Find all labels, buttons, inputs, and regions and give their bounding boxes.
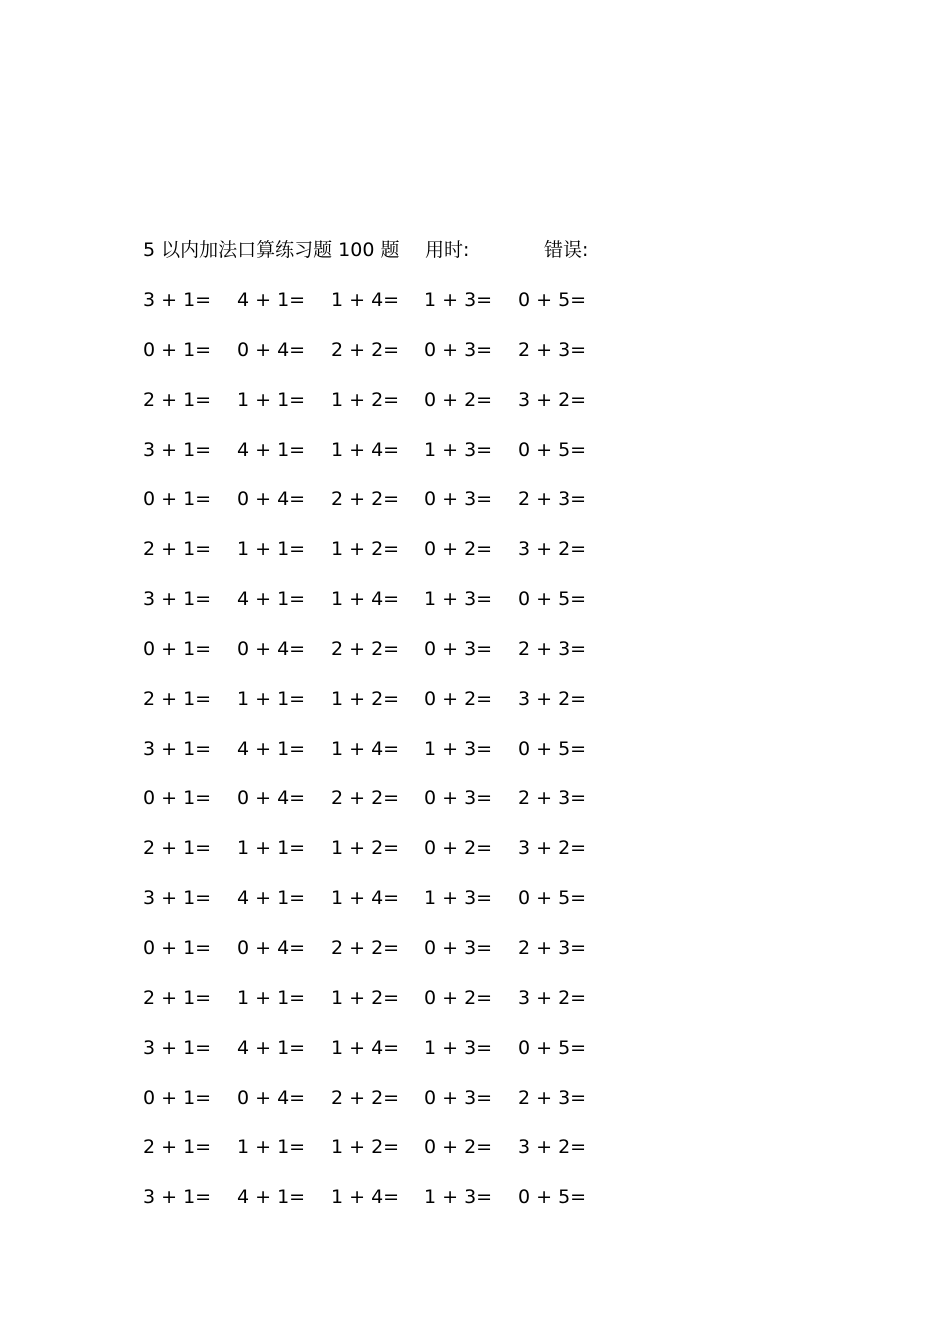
addition-problem: 2 + 3= xyxy=(518,936,587,959)
problem-row xyxy=(143,286,623,336)
addition-problem: 3 + 2= xyxy=(518,687,587,710)
addition-problem: 0 + 3= xyxy=(424,787,493,810)
addition-problem: 0 + 1= xyxy=(143,936,212,959)
addition-problem: 0 + 2= xyxy=(424,538,493,561)
addition-problem: 0 + 1= xyxy=(143,338,212,361)
addition-problem: 2 + 2= xyxy=(331,787,400,810)
addition-problem: 0 + 4= xyxy=(237,787,306,810)
worksheet-header xyxy=(143,236,663,264)
addition-problem: 1 + 2= xyxy=(331,986,400,1009)
addition-problem: 2 + 1= xyxy=(143,538,212,561)
addition-problem: 0 + 1= xyxy=(143,488,212,511)
addition-problem: 0 + 5= xyxy=(518,289,587,311)
addition-problem: 1 + 4= xyxy=(331,438,400,461)
addition-problem: 4 + 1= xyxy=(237,438,306,461)
addition-problem: 0 + 5= xyxy=(518,887,587,910)
addition-problem: 1 + 3= xyxy=(424,588,493,611)
problem-row xyxy=(143,535,623,585)
addition-problem: 2 + 2= xyxy=(331,936,400,959)
addition-problem: 0 + 2= xyxy=(424,388,493,411)
addition-problem: 4 + 1= xyxy=(237,1186,306,1209)
addition-problem: 1 + 4= xyxy=(331,887,400,910)
addition-problem: 3 + 2= xyxy=(518,837,587,860)
addition-problem: 2 + 1= xyxy=(143,1136,212,1159)
addition-problem: 2 + 3= xyxy=(518,338,587,361)
addition-problem: 2 + 3= xyxy=(518,488,587,511)
problem-row xyxy=(143,685,623,735)
time-used-label: 用时: xyxy=(425,239,470,261)
addition-problem: 2 + 2= xyxy=(331,338,400,361)
addition-problem: 0 + 4= xyxy=(237,338,306,361)
addition-problem: 0 + 4= xyxy=(237,637,306,660)
addition-problem: 4 + 1= xyxy=(237,1036,306,1059)
addition-problem: 3 + 1= xyxy=(143,438,212,461)
addition-problem: 2 + 3= xyxy=(518,637,587,660)
addition-problem: 1 + 3= xyxy=(424,438,493,461)
addition-problem: 0 + 4= xyxy=(237,936,306,959)
addition-problem: 1 + 1= xyxy=(237,1136,306,1159)
addition-problem: 1 + 4= xyxy=(331,289,400,311)
addition-problem: 1 + 2= xyxy=(331,538,400,561)
addition-problem: 4 + 1= xyxy=(237,737,306,760)
addition-problem: 3 + 2= xyxy=(518,388,587,411)
addition-problem: 0 + 3= xyxy=(424,488,493,511)
addition-problem: 0 + 3= xyxy=(424,637,493,660)
addition-problem: 1 + 1= xyxy=(237,986,306,1009)
problem-row xyxy=(143,934,623,984)
addition-problem: 2 + 1= xyxy=(143,837,212,860)
addition-problem: 1 + 1= xyxy=(237,837,306,860)
addition-problem: 0 + 2= xyxy=(424,1136,493,1159)
addition-problem: 2 + 1= xyxy=(143,388,212,411)
problem-row xyxy=(143,386,623,436)
addition-problem: 1 + 3= xyxy=(424,887,493,910)
addition-problem: 0 + 1= xyxy=(143,1086,212,1109)
addition-problem: 2 + 2= xyxy=(331,637,400,660)
addition-problem: 1 + 1= xyxy=(237,687,306,710)
addition-problem: 0 + 2= xyxy=(424,837,493,860)
addition-problem: 1 + 4= xyxy=(331,588,400,611)
problem-row xyxy=(143,1034,623,1084)
problem-row xyxy=(143,635,623,685)
problem-row xyxy=(143,585,623,635)
addition-problem: 0 + 1= xyxy=(143,637,212,660)
addition-problem: 3 + 2= xyxy=(518,986,587,1009)
addition-problem: 0 + 5= xyxy=(518,438,587,461)
addition-problem: 3 + 1= xyxy=(143,737,212,760)
addition-problem: 1 + 2= xyxy=(331,388,400,411)
addition-problem: 1 + 3= xyxy=(424,737,493,760)
addition-problem: 0 + 1= xyxy=(143,787,212,810)
addition-problem: 3 + 1= xyxy=(143,289,212,311)
addition-problem: 4 + 1= xyxy=(237,887,306,910)
problem-row xyxy=(143,834,623,884)
problem-row xyxy=(143,1133,623,1183)
problem-row xyxy=(143,1183,623,1233)
worksheet-title: 5 以内加法口算练习题 100 题 xyxy=(143,239,400,261)
addition-problem: 1 + 1= xyxy=(237,538,306,561)
addition-problem: 1 + 2= xyxy=(331,1136,400,1159)
addition-problem: 1 + 4= xyxy=(331,1036,400,1059)
problem-row xyxy=(143,735,623,785)
addition-problem: 4 + 1= xyxy=(237,588,306,611)
addition-problem: 3 + 1= xyxy=(143,1186,212,1209)
addition-problem: 2 + 1= xyxy=(143,986,212,1009)
addition-problem: 1 + 4= xyxy=(331,737,400,760)
addition-problem: 2 + 1= xyxy=(143,687,212,710)
problem-grid xyxy=(143,286,623,1233)
problem-row xyxy=(143,884,623,934)
addition-problem: 2 + 3= xyxy=(518,787,587,810)
addition-problem: 2 + 3= xyxy=(518,1086,587,1109)
problem-row xyxy=(143,336,623,386)
addition-problem: 0 + 3= xyxy=(424,1086,493,1109)
addition-problem: 0 + 5= xyxy=(518,1036,587,1059)
addition-problem: 0 + 4= xyxy=(237,488,306,511)
problem-row xyxy=(143,984,623,1034)
addition-problem: 0 + 3= xyxy=(424,338,493,361)
addition-problem: 3 + 1= xyxy=(143,887,212,910)
problem-row xyxy=(143,485,623,535)
addition-problem: 1 + 2= xyxy=(331,837,400,860)
addition-problem: 1 + 1= xyxy=(237,388,306,411)
addition-problem: 2 + 2= xyxy=(331,1086,400,1109)
addition-problem: 1 + 3= xyxy=(424,1036,493,1059)
addition-problem: 1 + 3= xyxy=(424,289,493,311)
addition-problem: 0 + 3= xyxy=(424,936,493,959)
addition-problem: 0 + 5= xyxy=(518,737,587,760)
addition-problem: 1 + 3= xyxy=(424,1186,493,1209)
addition-problem: 3 + 2= xyxy=(518,1136,587,1159)
addition-problem: 3 + 1= xyxy=(143,1036,212,1059)
addition-problem: 3 + 1= xyxy=(143,588,212,611)
addition-problem: 3 + 2= xyxy=(518,538,587,561)
addition-problem: 1 + 4= xyxy=(331,1186,400,1209)
addition-problem: 0 + 4= xyxy=(237,1086,306,1109)
addition-problem: 0 + 2= xyxy=(424,986,493,1009)
errors-label: 错误: xyxy=(544,239,589,261)
problem-row xyxy=(143,436,623,486)
problem-row xyxy=(143,784,623,834)
addition-problem: 2 + 2= xyxy=(331,488,400,511)
addition-problem: 0 + 2= xyxy=(424,687,493,710)
problem-row xyxy=(143,1084,623,1134)
addition-problem: 0 + 5= xyxy=(518,1186,587,1209)
addition-problem: 1 + 2= xyxy=(331,687,400,710)
addition-problem: 4 + 1= xyxy=(237,289,306,311)
addition-problem: 0 + 5= xyxy=(518,588,587,611)
